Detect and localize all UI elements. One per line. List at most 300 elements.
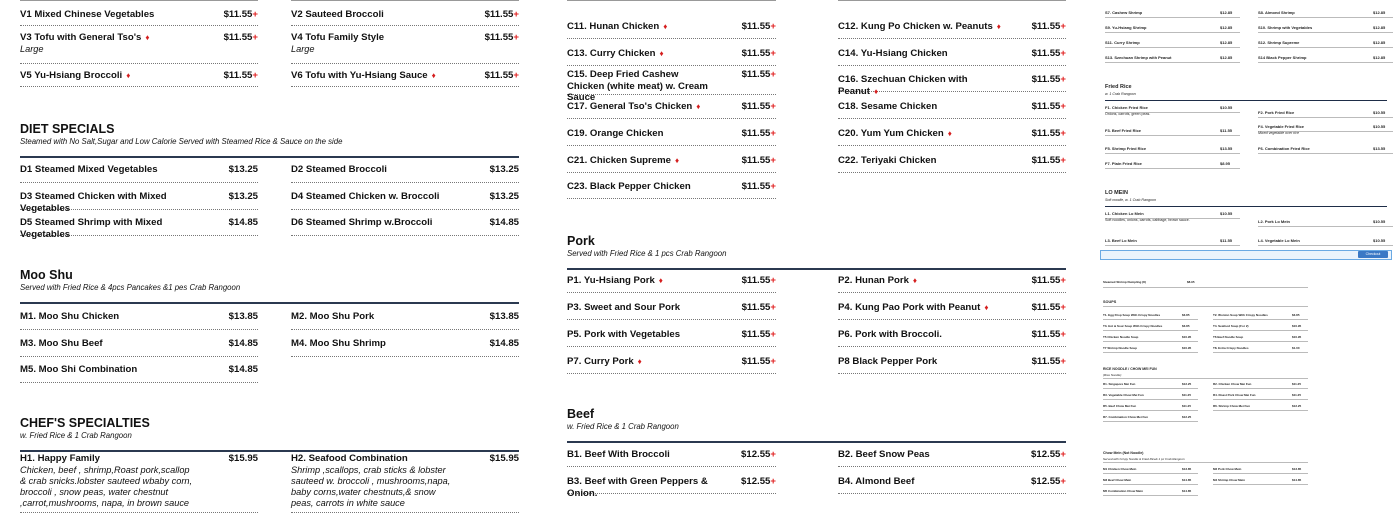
preview-text: $12.25 (1292, 404, 1302, 408)
item-name (567, 449, 716, 461)
menu-item[interactable] (567, 302, 776, 320)
preview-text: M5 Combination Chow Mein (1103, 489, 1143, 493)
preview-text: R4. Roast Pork Chow Mei Fun (1213, 393, 1256, 397)
item-price-text: $11.55 (484, 32, 514, 43)
section-title: Moo Shu (20, 268, 73, 282)
preview-divider (1103, 399, 1198, 400)
add-icon[interactable]: + (770, 48, 776, 59)
item-size: Large (20, 43, 44, 54)
item-price (229, 364, 258, 376)
menu-item[interactable] (20, 311, 258, 330)
preview-text: F3. Beef Fried Rice (1105, 128, 1142, 133)
item-price (490, 338, 519, 350)
preview-text: $10.55 (1220, 105, 1233, 110)
menu-item[interactable] (838, 74, 1066, 97)
menu-item[interactable] (291, 217, 519, 236)
preview-text: $12.25 (1182, 382, 1192, 386)
preview-divider (1105, 32, 1240, 33)
preview-divider (1103, 330, 1198, 331)
menu-item[interactable] (20, 217, 258, 240)
item-name-text: M2. Moo Shu Pork (291, 311, 375, 322)
preview-divider (1103, 421, 1198, 422)
add-icon[interactable]: + (1060, 302, 1066, 313)
spicy-icon: ♦ (431, 71, 436, 80)
item-name (838, 21, 1006, 33)
item-name-text: C14. Yu-Hsiang Chicken (838, 48, 948, 59)
add-icon[interactable]: + (1060, 128, 1066, 139)
item-name-text: B4. Almond Beef (838, 476, 915, 487)
preview-text: L2. Pork Lo Mein (1258, 219, 1291, 224)
checkout-bar (1100, 250, 1392, 260)
item-price-text: $13.85 (228, 311, 258, 322)
item-name-text: C13. Curry Chicken (567, 48, 656, 59)
menu-item[interactable] (291, 338, 519, 357)
item-name-text: C15. Deep Fried Cashew Chicken (white meat) w. Cream Sauce (567, 69, 708, 103)
preview-text: S13. Szechuan Shrimp with Peanut (1105, 55, 1172, 60)
preview-text: $13.55 (1220, 146, 1233, 151)
menu-item[interactable] (838, 48, 1066, 66)
preview-text: S8. Almond Shrimp (1258, 10, 1295, 15)
menu-item[interactable] (838, 302, 1066, 320)
item-price-text: $11.55 (223, 9, 253, 20)
item-name (291, 9, 459, 21)
menu-item[interactable] (20, 453, 258, 513)
item-price (224, 9, 258, 21)
preview-text: $12.85 (1220, 40, 1233, 45)
menu-item[interactable] (20, 32, 258, 64)
add-icon[interactable]: + (1060, 48, 1066, 59)
add-icon[interactable]: + (770, 128, 776, 139)
add-icon[interactable]: + (252, 32, 258, 43)
add-icon[interactable]: + (770, 329, 776, 340)
item-name-text: D1 Steamed Mixed Vegetables (20, 164, 158, 175)
preview-text: Chow Mein (Not Noodle) (1103, 451, 1144, 455)
preview-text: T4. Seafood Soup (For 2) (1213, 324, 1249, 328)
item-price-text: $15.95 (228, 453, 258, 464)
item-price-text: $11.55 (741, 275, 771, 286)
preview-text: T2. Wonton Soup With Crispy Noodles (1213, 313, 1268, 317)
preview-divider (1258, 47, 1393, 48)
item-name (20, 191, 198, 214)
item-price-text: $13.25 (489, 191, 519, 202)
item-price (224, 32, 258, 44)
preview-text: T3. Hot & Sour Soup With Crispy Noodles (1103, 324, 1163, 328)
menu-item[interactable] (838, 128, 1066, 146)
item-name (291, 338, 459, 350)
item-name (291, 311, 459, 323)
item-name-text: H1. Happy Family (20, 453, 100, 464)
preview-text: T8. Extra Crispy Noodles (1213, 346, 1249, 350)
item-price-text: $11.55 (1031, 275, 1061, 286)
menu-item[interactable] (567, 128, 776, 146)
item-name (838, 155, 1006, 167)
preview-divider (1258, 245, 1393, 246)
preview-divider (1103, 352, 1198, 353)
add-icon[interactable]: + (1060, 476, 1066, 487)
item-name (20, 453, 198, 509)
menu-item[interactable] (838, 155, 1066, 173)
preview-text: $10.55 (1373, 110, 1386, 115)
item-name-text: C12. Kung Po Chicken w. Peanuts (838, 21, 993, 32)
section-title: Beef (567, 407, 595, 421)
preview-text: $3.85 (1292, 313, 1300, 317)
add-icon[interactable]: + (1060, 329, 1066, 340)
preview-divider (1213, 399, 1308, 400)
add-icon[interactable]: + (1060, 356, 1066, 367)
item-price (229, 217, 258, 229)
item-name-text: C23. Black Pepper Chicken (567, 181, 691, 192)
add-icon[interactable]: + (770, 476, 776, 487)
item-name-text: V6 Tofu with Yu-Hsiang Sauce (291, 70, 428, 81)
item-name-text: P3. Sweet and Sour Pork (567, 302, 681, 313)
checkout-button[interactable]: Checkout (1358, 251, 1388, 258)
preview-text: $10.55 (1373, 238, 1386, 243)
menu-item[interactable] (838, 449, 1066, 467)
item-name-text: H2. Seafood Combination (291, 453, 408, 464)
preview-divider (1105, 245, 1240, 246)
add-icon[interactable]: + (770, 181, 776, 192)
preview-text: $8.95 (1187, 280, 1195, 284)
preview-divider (1103, 341, 1198, 342)
section-title: DIET SPECIALS (20, 122, 115, 136)
preview-divider (1213, 352, 1308, 353)
preview-text: Mixed vegetable over rice (1258, 131, 1299, 135)
add-icon[interactable]: + (1060, 74, 1066, 85)
menu-item[interactable] (567, 356, 776, 374)
menu-item[interactable] (20, 338, 258, 357)
item-name-text: D3 Steamed Chicken with Mixed Vegetables (20, 191, 167, 214)
preview-divider (1213, 319, 1308, 320)
menu-item[interactable] (291, 311, 519, 330)
item-price-text: $12.55 (1031, 449, 1061, 460)
preview-text: $8.95 (1220, 161, 1231, 166)
menu-item[interactable] (291, 70, 519, 87)
preview-divider (1105, 47, 1240, 48)
add-icon[interactable]: + (770, 69, 776, 80)
item-name-text: C20. Yum Yum Chicken (838, 128, 944, 139)
menu-item[interactable] (291, 191, 519, 210)
item-name (20, 217, 198, 240)
preview-text: F7. Plain Fried Rice (1105, 161, 1142, 166)
item-price (229, 338, 258, 350)
preview-text: w. 1 Crab Rangoon (1105, 92, 1136, 96)
spicy-icon: ♦ (996, 22, 1001, 31)
item-name (838, 449, 1006, 461)
preview-text: $11.55 (1220, 128, 1233, 133)
item-price-text: $11.55 (484, 9, 514, 20)
section-subtitle: Served with Fried Rice & 1 pcs Crab Rangoon (567, 249, 727, 258)
preview-text: M1 Chicken Chow Mein (1103, 467, 1137, 471)
item-name-text: C18. Sesame Chicken (838, 101, 938, 112)
item-price (742, 155, 776, 167)
preview-text: L3. Beef Lo Mein (1105, 238, 1137, 243)
item-name (291, 164, 459, 176)
item-price (229, 311, 258, 323)
item-name (20, 32, 198, 55)
add-icon[interactable]: + (252, 70, 258, 81)
item-name (567, 275, 716, 287)
menu-item[interactable] (567, 21, 776, 39)
add-icon[interactable]: + (770, 101, 776, 112)
menu-item[interactable] (291, 164, 519, 183)
preview-text: T1. Egg Drop Soup With Crispy Noodles (1103, 313, 1161, 317)
preview-divider (1258, 117, 1393, 118)
preview-text: R3. Vegetable Chow Mei Fun (1103, 393, 1144, 397)
spicy-icon: ♦ (637, 357, 642, 366)
preview-text: SOUPS (1103, 300, 1117, 304)
spicy-icon: ♦ (696, 102, 701, 111)
item-name-text: M5. Moo Shi Combination (20, 364, 138, 375)
add-icon[interactable]: + (1060, 101, 1066, 112)
item-name (20, 70, 198, 82)
menu-item[interactable] (838, 476, 1066, 494)
item-name (567, 302, 716, 314)
item-price (742, 329, 776, 341)
menu-item[interactable] (291, 453, 519, 513)
add-icon[interactable]: + (770, 275, 776, 286)
item-price-text: $11.55 (223, 70, 253, 81)
menu-item[interactable] (838, 21, 1066, 39)
add-icon[interactable]: + (513, 32, 519, 43)
preview-divider (1258, 226, 1393, 227)
preview-divider (1213, 473, 1308, 474)
section-title: CHEF'S SPECIALTIES (20, 416, 150, 430)
section-title: Pork (567, 234, 595, 248)
preview-text: Fried Rice (1105, 84, 1132, 90)
menu-item[interactable] (20, 9, 258, 26)
preview-text: S10. Shrimp with Vegetables (1258, 25, 1313, 30)
menu-item[interactable] (567, 181, 776, 199)
item-name-text: D6 Steamed Shrimp w.Broccoli (291, 217, 433, 228)
item-price-text: $11.55 (741, 101, 771, 112)
item-price (485, 32, 519, 44)
item-price (490, 217, 519, 229)
preview-text: T7 Shrimp Noodle Soup (1103, 346, 1138, 350)
item-name (291, 453, 459, 509)
add-icon[interactable]: + (513, 9, 519, 20)
item-price-text: $12.55 (741, 476, 771, 487)
preview-text: $12.85 (1220, 25, 1233, 30)
item-name (838, 101, 1006, 113)
item-name (567, 21, 716, 33)
preview-text: T5 Chicken Noodle Soup (1103, 335, 1139, 339)
item-name (838, 128, 1006, 140)
item-price (1032, 155, 1066, 167)
item-price-text: $11.55 (1031, 128, 1061, 139)
item-price (742, 128, 776, 140)
preview-divider (1105, 153, 1240, 154)
item-name-text: M4. Moo Shu Shrimp (291, 338, 386, 349)
item-name-text: P5. Pork with Vegetables (567, 329, 681, 340)
item-price-text: $11.55 (741, 69, 771, 80)
add-icon[interactable]: + (1060, 155, 1066, 166)
item-price-text: $14.85 (228, 217, 258, 228)
menu-item[interactable] (291, 9, 519, 26)
item-name (838, 476, 1006, 488)
spicy-icon: ♦ (659, 49, 664, 58)
menu-item[interactable] (291, 32, 519, 64)
row-divider (20, 0, 258, 1)
preview-text: $14.85 (1292, 478, 1302, 482)
section-subtitle: w. Fried Rice & 1 Crab Rangoon (567, 422, 679, 431)
add-icon[interactable]: + (1060, 449, 1066, 460)
item-name (567, 69, 716, 104)
menu-item[interactable] (20, 191, 258, 214)
menu-item[interactable] (838, 275, 1066, 293)
item-price-text: $11.55 (741, 21, 771, 32)
menu-item[interactable] (567, 476, 776, 499)
item-name (291, 217, 459, 229)
preview-text: $13.55 (1373, 146, 1386, 151)
item-price-text: $11.55 (1031, 302, 1061, 313)
preview-text: R1. Singapore Mei Fun (1103, 382, 1136, 386)
item-name-text: B2. Beef Snow Peas (838, 449, 930, 460)
menu-item[interactable] (567, 69, 776, 103)
preview-text: Soft noodle, w. 1 Crab Rangoon (1105, 198, 1156, 202)
menu-item[interactable] (567, 48, 776, 66)
preview-divider (1105, 17, 1240, 18)
preview-divider (1103, 410, 1198, 411)
add-icon[interactable]: + (513, 70, 519, 81)
item-price (490, 191, 519, 203)
item-price-text: $11.55 (741, 128, 771, 139)
item-name-text: C17. General Tso's Chicken (567, 101, 693, 112)
item-name (567, 155, 716, 167)
preview-text: $10.95 (1292, 335, 1302, 339)
preview-text: $11.55 (1220, 238, 1233, 243)
item-name (567, 329, 716, 341)
item-price-text: $11.55 (741, 181, 771, 192)
add-icon[interactable]: + (770, 302, 776, 313)
item-name (567, 356, 716, 368)
menu-item[interactable] (567, 101, 776, 119)
item-name-text: D5 Steamed Shrimp with Mixed Vegetables (20, 217, 163, 240)
spicy-icon: ♦ (126, 71, 131, 80)
item-price (224, 70, 258, 82)
item-price-text: $14.85 (228, 364, 258, 375)
preview-text: $12.85 (1220, 55, 1233, 60)
preview-text: $10.95 (1292, 324, 1302, 328)
item-name (838, 356, 1006, 368)
preview-text: L4. Vegetable Lo Mein (1258, 238, 1300, 243)
menu-item[interactable] (567, 155, 776, 173)
item-name (838, 275, 1006, 287)
item-price-text: $11.55 (1031, 155, 1061, 166)
preview-text: $10.55 (1220, 211, 1233, 216)
item-price-text: $11.55 (741, 155, 771, 166)
item-price (1032, 74, 1066, 86)
spicy-icon: ♦ (874, 86, 879, 96)
menu-item[interactable] (20, 364, 258, 383)
add-icon[interactable]: + (1060, 275, 1066, 286)
item-name-text: P6. Pork with Broccoli. (838, 329, 942, 340)
item-description: Shrimp ,scallops, crab sticks & lobster sauteed w. broccoli , mushrooms,napa, baby corns,water chestnuts,& snow peas, carrots in white sauce (291, 464, 451, 508)
menu-item[interactable] (567, 449, 776, 467)
preview-text: $11.25 (1292, 382, 1302, 386)
item-price (490, 164, 519, 176)
preview-text: M3 Beef Chow Mein (1103, 478, 1132, 482)
item-name-text: V1 Mixed Chinese Vegetables (20, 9, 155, 20)
item-price-text: $14.85 (489, 217, 519, 228)
item-price (229, 164, 258, 176)
preview-text: $11.25 (1182, 393, 1192, 397)
add-icon[interactable]: + (770, 449, 776, 460)
item-name (838, 302, 1006, 314)
preview-divider (1103, 319, 1198, 320)
menu-item[interactable] (838, 329, 1066, 347)
add-icon[interactable]: + (770, 356, 776, 367)
item-name (20, 338, 198, 350)
preview-text: Onions, carrots, green peas. (1105, 112, 1151, 116)
item-price-text: $15.95 (489, 453, 519, 464)
menu-item[interactable] (20, 164, 258, 183)
preview-text: $10.55 (1373, 124, 1386, 129)
item-price-text: $13.25 (228, 164, 258, 175)
row-divider (838, 0, 1066, 1)
menu-item[interactable] (838, 101, 1066, 119)
item-size: Large (291, 43, 315, 54)
preview-text: RICE NOODLE / CHOW MEI FUN (1103, 367, 1157, 371)
item-price-text: $11.55 (741, 356, 771, 367)
preview-text: L1. Chicken Lo Mein (1105, 211, 1144, 216)
item-name-text: P4. Kung Pao Pork with Peanut (838, 302, 981, 313)
preview-divider (1105, 62, 1240, 63)
item-name-text: P7. Curry Pork (567, 356, 634, 367)
preview-text: R2. Chicken Chow Mei Fun (1213, 382, 1252, 386)
item-price (1032, 21, 1066, 33)
preview-text: $3.85 (1182, 313, 1190, 317)
add-icon[interactable]: + (770, 21, 776, 32)
preview-text: $12.25 (1182, 415, 1192, 419)
item-price-text: $11.55 (741, 302, 771, 313)
item-price (1031, 476, 1066, 488)
item-price-text: $14.85 (489, 338, 519, 349)
menu-item[interactable] (838, 356, 1066, 374)
item-price-text: $11.55 (484, 70, 514, 81)
preview-text: $12.85 (1373, 10, 1386, 15)
menu-item[interactable] (567, 329, 776, 347)
preview-text: $12.85 (1220, 10, 1233, 15)
preview-text: M4 Shrimp Chow Mein (1213, 478, 1246, 482)
item-name (567, 181, 716, 193)
item-name (291, 32, 459, 55)
row-divider (567, 0, 776, 1)
item-name (567, 101, 716, 113)
add-icon[interactable]: + (252, 9, 258, 20)
preview-text: $10.95 (1182, 346, 1192, 350)
add-icon[interactable]: + (770, 155, 776, 166)
item-name (838, 48, 1006, 60)
preview-text: M2 Pork Chow Mein (1213, 467, 1242, 471)
item-price (1032, 101, 1066, 113)
preview-text: (Rice Noodle) (1103, 373, 1122, 377)
preview-divider (1213, 388, 1308, 389)
menu-item[interactable] (567, 275, 776, 293)
spicy-icon: ♦ (947, 129, 952, 138)
item-name (291, 70, 459, 82)
preview-text: $3.85 (1182, 324, 1190, 328)
item-name (838, 74, 1006, 97)
preview-text: S14 Black Pepper Shrimp (1258, 55, 1307, 60)
preview-divider (1213, 484, 1308, 485)
menu-item[interactable] (20, 70, 258, 87)
preview-text: $13.85 (1182, 467, 1192, 471)
section-divider (567, 441, 1066, 443)
preview-divider (1105, 135, 1240, 136)
add-icon[interactable]: + (1060, 21, 1066, 32)
preview-text: $1.00 (1292, 346, 1300, 350)
item-price (742, 69, 776, 81)
